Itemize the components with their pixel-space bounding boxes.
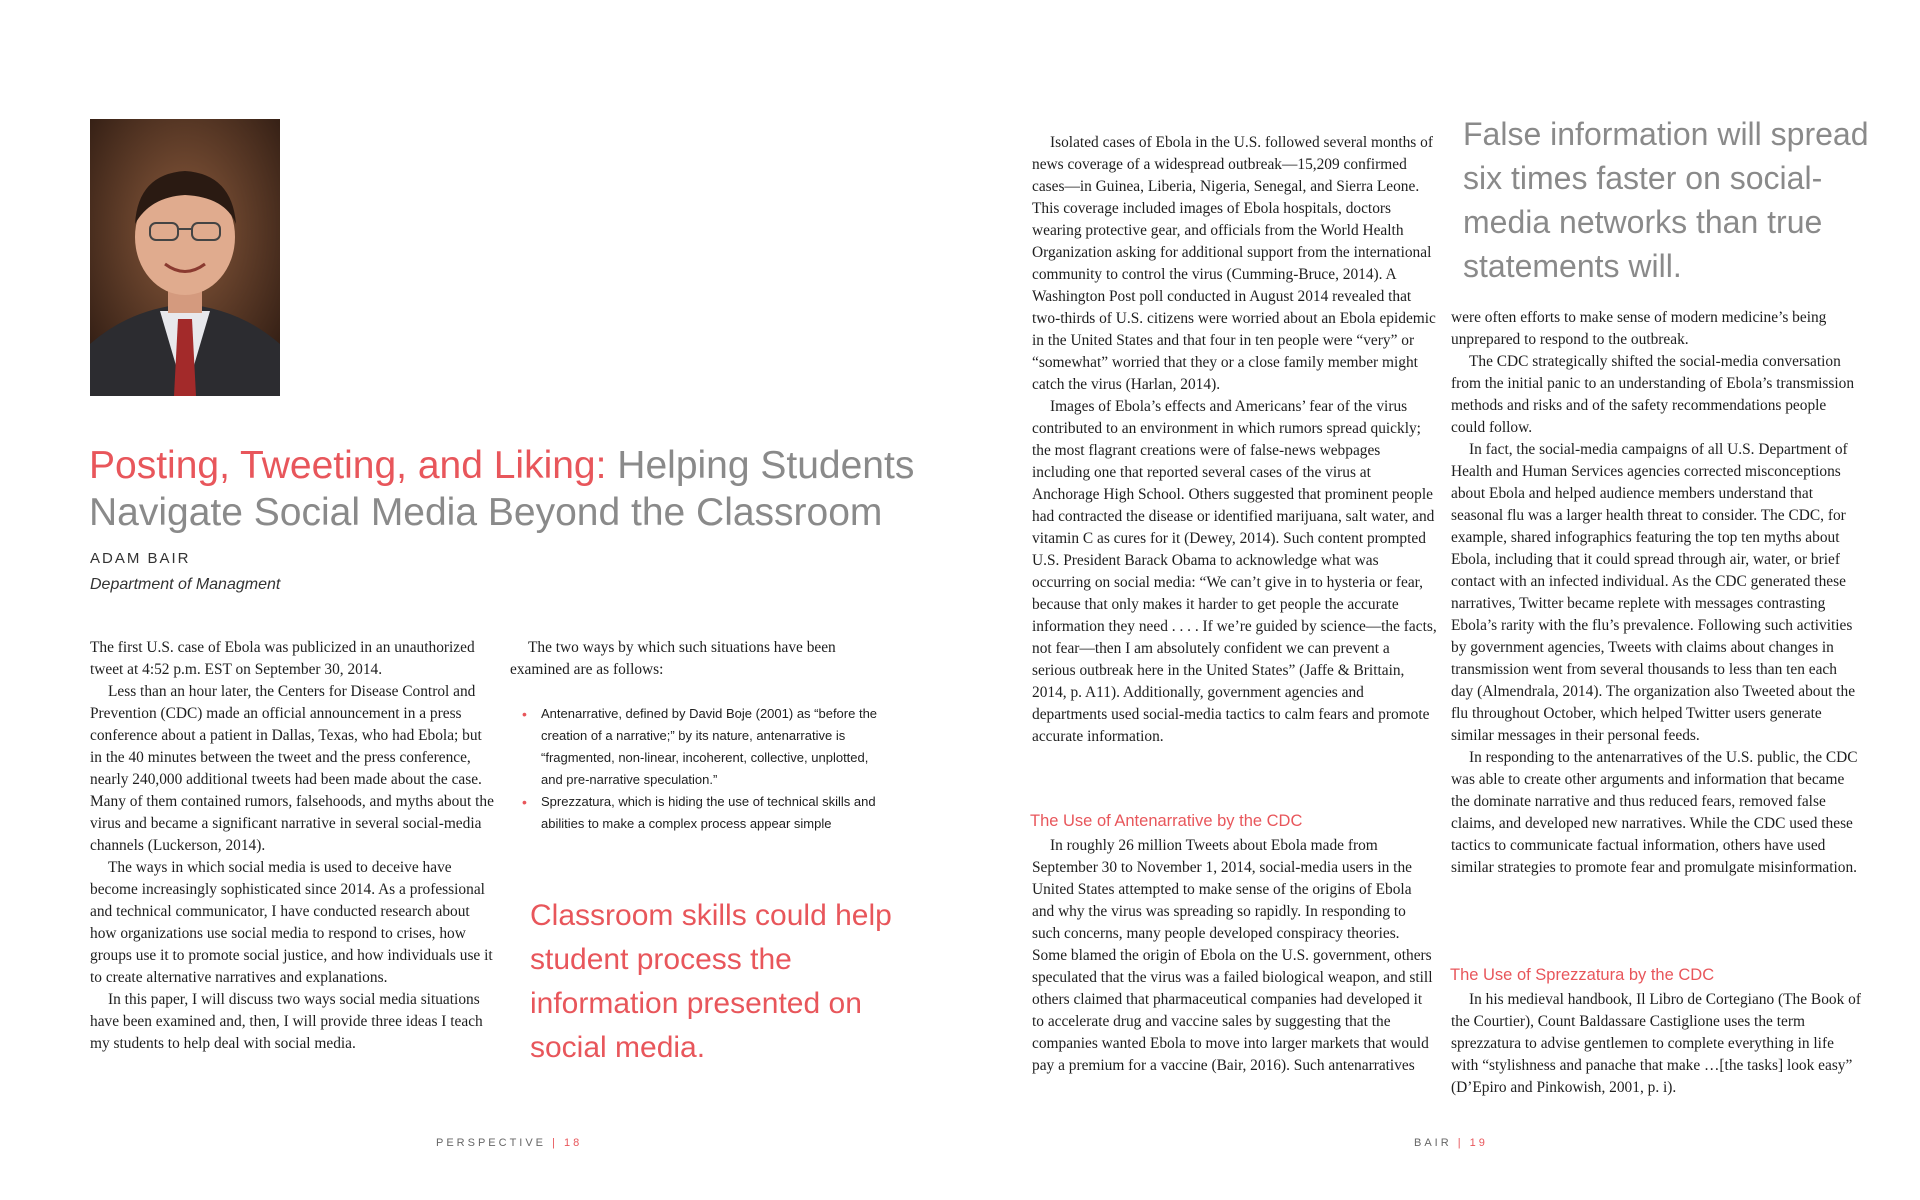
paragraph: In this paper, I will discuss two ways social media situations have been examined and, then, I will provide three ideas I teach my students to help deal with social media. [90,991,483,1052]
section-heading: The Use of Sprezzatura by the CDC [1450,966,1715,984]
body-column-1 [90,637,497,1055]
list-item [522,703,892,791]
paragraph: In fact, the social-media campaigns of all U.S. Department of Health and Human Services agencies corrected misconceptions about Ebola and helped audience members understand that seasonal flu was a larger health threat to consider. The CDC, for example, shared infographics featuring the top ten myths about Ebola, including that it could spread through air, water, or brief contact with an infected individual. As the CDC generated these narratives, Twitter became replete with messages contrasting Ebola’s rarity with the flu’s prevalence. Following such activities by government agencies, Tweets with claims about changes in transmission went from several thousands to less than ten each day (Almendrala, 2014). The organization also Tweeted about the flu throughout October, which helped Twitter users generate similar messages in their personal feeds. [1451,441,1856,744]
page-footer-left [436,1137,582,1149]
article-title [89,442,989,536]
body-column-3-continued [1032,835,1437,1077]
footer-separator: | [1457,1137,1464,1149]
list-item-text: Sprezzatura, which is hiding the use of technical skills and abilities to make a complex process appear simple [541,794,876,831]
paragraph: In roughly 26 million Tweets about Ebola made from September 30 to November 1, 2014, social-media users in the United States attempted to make sense of the origins of Ebola and why the virus was spreading so rapidly. In responding to such concerns, many people developed conspiracy theories. Some blamed the origin of Ebola on the U.S. government, others speculated that the virus was a failed biological weapon, and still others claimed that pharmaceutical companies had developed it to accelerate drug and vaccine sales by suggesting that the companies wanted Ebola to move into larger markets that would pay a premium for a vaccine (Bair, 2016). Such antenarratives [1032,837,1433,1074]
paragraph: In responding to the antenarratives of the U.S. public, the CDC was able to create other arguments and information that became the dominate narrative and thus reduced fears, removed false claims, and developed new narratives. While the CDC used these tactics to communicate factual information, others have used similar strategies to promote fear and promulgate misinformation. [1451,749,1858,876]
page-number: 18 [564,1137,583,1149]
author-photo [90,119,280,396]
page-footer-right [1414,1137,1488,1149]
page-number: 19 [1469,1137,1488,1149]
paragraph: The CDC strategically shifted the social-media conversation from the initial panic to an understanding of Ebola’s transmission methods and risks and of the safety recommendations people could follow. [1451,353,1855,436]
paragraph: Less than an hour later, the Centers for Disease Control and Prevention (CDC) made an official announcement in a press conference about a patient in Dallas, Texas, who had Ebola; but in the 40 minutes between the tweet and the press conference, nearly 240,000 additional tweets had been made about the case. Many of them contained rumors, falsehoods, and myths about the virus and became a significant narrative in several social-media channels (Luckerson, 2014). [90,683,494,854]
section-heading: The Use of Antenarrative by the CDC [1030,812,1303,830]
title-accent: Posting, Tweeting, and Liking: [89,444,607,487]
title-rest: Helping Students Navigate Social Media Beyond the Classroom [89,444,915,534]
pull-quote-right: False information will spread six times faster on social-media networks than true statements will. [1463,116,1869,284]
list-item [522,791,892,835]
footer-label: BAIR [1414,1137,1452,1149]
bullet-icon: • [522,794,527,810]
paragraph: were often efforts to make sense of modern medicine’s being unprepared to respond to the outbreak. [1451,309,1827,348]
author-department: Department of Managment [90,576,281,593]
body-column-4-continued [1451,989,1863,1099]
paragraph: In his medieval handbook, Il Libro de Cortegiano (The Book of the Courtier), Count Baldassare Castiglione uses the term sprezzatura to advise gentlemen to complete everything in life with “stylishness and panache that make …[the tasks] look easy” (D’Epiro and Pinkowish, 2001, p. i). [1451,991,1861,1096]
footer-separator: | [552,1137,558,1149]
paragraph: The first U.S. case of Ebola was publicized in an unauthorized tweet at 4:52 p.m. EST on September 30, 2014. [90,639,475,678]
list-item-text: Antenarrative, defined by David Boje (2001) as “before the creation of a narrative;” by its nature, antenarrative is “fragmented, non-linear, incoherent, collective, unplotted, and pre-narrative speculation.” [541,706,878,787]
paragraph: The ways in which social media is used to deceive have become increasingly sophisticated since 2014. As a professional and technical communicator, I have conducted research about how organizations use social media to respond to crises, how groups use it to promote social justice, and how individuals use it to create alternative narratives and explanations. [90,859,493,986]
footer-label: PERSPECTIVE [436,1137,547,1149]
paragraph: The two ways by which such situations have been examined are as follows: [510,639,836,678]
author-portrait-icon [90,119,280,396]
paragraph: Isolated cases of Ebola in the U.S. followed several months of news coverage of a widespread outbreak—15,209 confirmed cases—in Guinea, Liberia, Nigeria, Senegal, and Sierra Leone. This coverage included images of Ebola hospitals, doctors wearing protective gear, and officials from the World Health Organization asking for additional support from the international community to control the virus (Cumming-Bruce, 2014). A Washington Post poll conducted in August 2014 revealed that two-thirds of U.S. citizens were worried about an Ebola epidemic in the United States and that four in ten people were “very” or “somewhat” worried that they or a close family member might catch the virus (Harlan, 2014). [1032,134,1436,393]
author-name: ADAM BAIR [90,550,191,567]
bullet-icon: • [522,706,527,722]
paragraph: Images of Ebola’s effects and Americans’ fear of the virus contributed to an environment in which rumors spread quickly; the most flagrant creations were of false-news webpages including one that reported several cases of the virus at Anchorage High School. Others suggested that prominent people had contracted the disease or identified marijuana, salt water, and vitamin C as cures for it (Dewey, 2014). Such content prompted U.S. President Barack Obama to acknowledge what was occurring on social media: “We can’t give in to hysteria or fear, because that only makes it harder to get people the accurate information they need . . . . If we’re guided by science—the facts, not fear—then I am absolutely confident we can prevent a serious outbreak here in the United States” (Jaffe & Brittain, 2014, p. A11). Additionally, government agencies and departments used social-media tactics to calm fears and promote accurate information. [1032,398,1437,745]
bullet-list [522,703,892,835]
body-column-4 [1451,307,1863,879]
body-column-3 [1032,132,1437,748]
body-column-2 [510,637,882,681]
pull-quote-left: Classroom skills could help student process the information presented on social media. [530,899,892,1064]
